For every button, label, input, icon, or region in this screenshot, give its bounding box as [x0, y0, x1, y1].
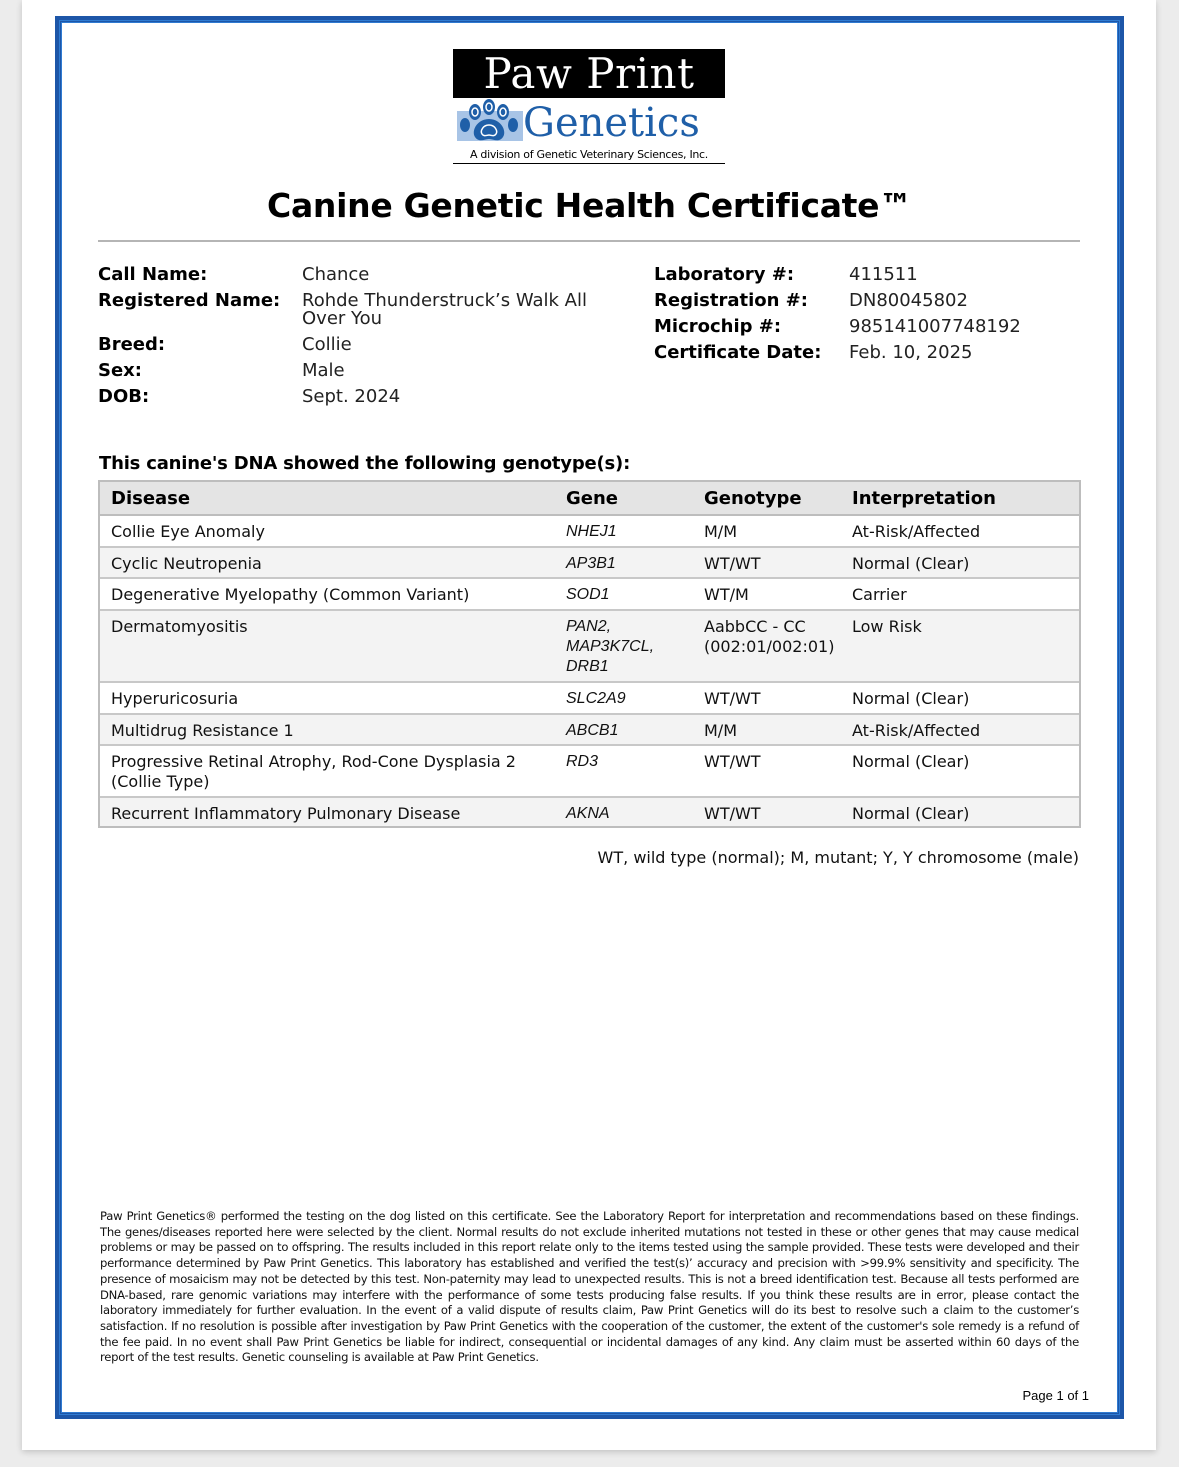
disease-cell: Degenerative Myelopathy (Common Variant) [111, 585, 470, 604]
interpretation-cell: Carrier [852, 585, 907, 604]
interpretation-cell: Normal (Clear) [852, 752, 970, 771]
header-disease: Disease [111, 488, 191, 509]
logo-line2: Genetics [523, 100, 700, 146]
genotype-cell: WT/M [704, 585, 749, 604]
disease-cell: Dermatomyositis [111, 617, 248, 636]
genotype-legend: WT, wild type (normal); M, mutant; Y, Y chromosome (male) [597, 848, 1079, 867]
gene-cell: SOD1 [566, 586, 610, 603]
gene-cell: AKNA [566, 805, 610, 822]
table-row [100, 683, 1079, 715]
microchip-number-value: 985141007748192 [849, 316, 1021, 337]
logo-line1: Paw Print [453, 49, 725, 98]
table-row [100, 611, 1079, 683]
disease-cell: Progressive Retinal Atrophy, Rod-Cone Dysplasia 2 (Collie Type) [111, 752, 516, 791]
table-row [100, 746, 1079, 798]
gene-cell: PAN2, MAP3K7CL, DRB1 [566, 618, 655, 675]
call-name-label: Call Name: [98, 264, 208, 285]
interpretation-cell: Normal (Clear) [852, 689, 970, 708]
laboratory-number-value: 411511 [849, 264, 918, 285]
interpretation-cell: Normal (Clear) [852, 804, 970, 823]
disease-cell: Recurrent Inflammatory Pulmonary Disease [111, 804, 461, 823]
dob-label: DOB: [98, 386, 150, 407]
paw-print-genetics-logo [453, 49, 726, 169]
title-divider [98, 240, 1080, 242]
table-row [100, 516, 1079, 548]
table-row [100, 548, 1079, 579]
laboratory-number-label: Laboratory #: [654, 264, 795, 285]
logo-tagline: A division of Genetic Veterinary Sciences, Inc. [453, 148, 725, 164]
genotype-cell: AabbCC - CC (002:01/002:01) [704, 617, 835, 656]
disease-cell: Multidrug Resistance 1 [111, 721, 294, 740]
disease-cell: Collie Eye Anomaly [111, 522, 265, 541]
interpretation-cell: Low Risk [852, 617, 922, 636]
call-name-value: Chance [302, 264, 370, 285]
paw-icon [455, 99, 525, 145]
genotype-heading: This canine's DNA showed the following genotype(s): [99, 453, 631, 474]
interpretation-cell: At-Risk/Affected [852, 522, 981, 541]
registered-name-value: Rohde Thunderstruck’s Walk All Over You [302, 290, 587, 329]
table-row [100, 798, 1079, 826]
gene-cell: AP3B1 [566, 555, 616, 572]
gene-cell: RD3 [566, 753, 599, 770]
interpretation-cell: At-Risk/Affected [852, 721, 981, 740]
disease-cell: Cyclic Neutropenia [111, 554, 262, 573]
interpretation-cell: Normal (Clear) [852, 554, 970, 573]
page-number: Page 1 of 1 [1022, 1388, 1089, 1403]
registration-number-value: DN80045802 [849, 290, 968, 311]
genotype-cell: M/M [704, 522, 737, 541]
disease-cell: Hyperuricosuria [111, 689, 239, 708]
registration-number-label: Registration #: [654, 290, 808, 311]
microchip-number-label: Microchip #: [654, 316, 782, 337]
breed-value: Collie [302, 334, 352, 355]
gene-cell: SLC2A9 [566, 690, 626, 707]
breed-label: Breed: [98, 334, 166, 355]
sex-value: Male [302, 360, 345, 381]
header-interpretation: Interpretation [852, 488, 996, 509]
gene-cell: ABCB1 [566, 722, 619, 739]
dob-value: Sept. 2024 [302, 386, 401, 407]
header-gene: Gene [566, 488, 619, 509]
table-row [100, 715, 1079, 746]
table-header [100, 482, 1079, 516]
page-title: Canine Genetic Health Certificate™ [267, 186, 912, 225]
genotype-cell: M/M [704, 721, 737, 740]
genotype-cell: WT/WT [704, 804, 761, 823]
header-genotype: Genotype [704, 488, 802, 509]
table-row [100, 579, 1079, 611]
certificate-date-label: Certificate Date: [654, 342, 822, 363]
sex-label: Sex: [98, 360, 142, 381]
disclaimer-text: Paw Print Genetics® performed the testing on the dog listed on this certificate. See the Laboratory Report for interpretation and recommendations based on these findings. The genes/diseases reported here were selected by the client. Normal results do not exclude inherited mutations not tested in these or other genes that may cause medical problems or may be passed on to offspring. The results included in this report relate only to the items tested using the sample provided. These tests were developed and their performance determined by Paw Print Genetics. This laboratory has established and verified the test(s)’ accuracy and precision with >99.9% sensitivity and specificity. The presence of mosaicism may not be detected by this test. Non-paternity may lead to unexpected results. This is not a breed identification test. Because all tests performed are DNA-based, rare genomic variations may interfere with the performance of some tests producing false results. If you think these results are in error, please contact the laboratory immediately for further evaluation. In the event of a valid dispute of results claim, Paw Print Genetics will do its best to resolve such a claim to the customer’s satisfaction. If no resolution is possible after investigation by Paw Print Genetics with the cooperation of the customer, the extent of the customer's sole remedy is a refund of the fee paid. In no event shall Paw Print Genetics be liable for indirect, consequential or incidental damages of any kind. Any claim must be asserted within 60 days of the report of the test results. Genetic counseling is available at Paw Print Genetics. [100, 1209, 1079, 1365]
gene-cell: NHEJ1 [566, 523, 617, 540]
certificate-date-value: Feb. 10, 2025 [849, 342, 973, 363]
registered-name-label: Registered Name: [98, 290, 281, 311]
genotype-table [98, 480, 1081, 828]
genotype-cell: WT/WT [704, 554, 761, 573]
genotype-cell: WT/WT [704, 752, 761, 771]
genotype-cell: WT/WT [704, 689, 761, 708]
